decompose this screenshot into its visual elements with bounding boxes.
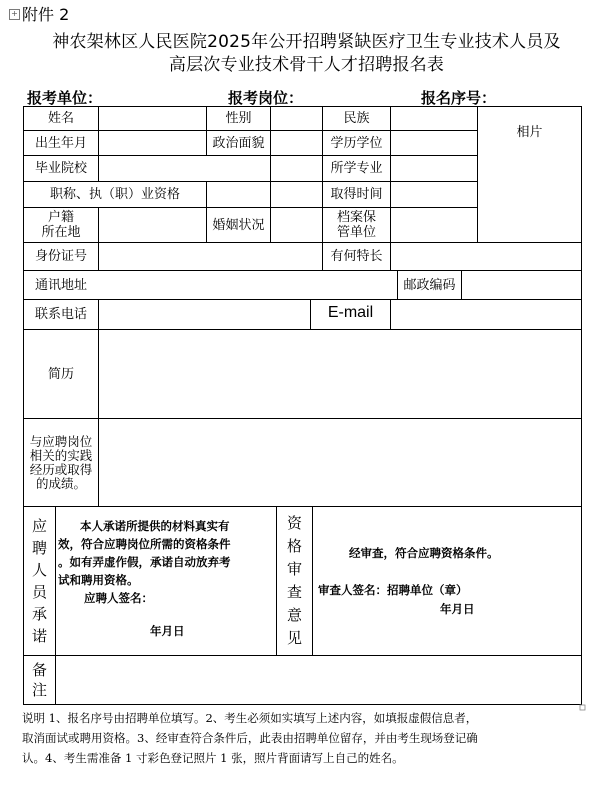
archive-field[interactable]: [391, 208, 477, 242]
school-label: 毕业院校: [34, 161, 87, 176]
registration-number-label: 报名序号：: [421, 89, 497, 107]
name-field[interactable]: [99, 107, 206, 130]
major-field[interactable]: [391, 156, 477, 181]
gender-label: 性别: [225, 111, 252, 126]
remark-label-char: 注: [31, 681, 47, 699]
promise-label: [24, 507, 55, 655]
promise-label-char: 人: [31, 561, 47, 579]
birth-field[interactable]: [99, 131, 206, 155]
review-label-char: 查: [286, 583, 302, 601]
qualification-field[interactable]: [207, 182, 322, 207]
promise-label-char: 聘: [31, 539, 47, 557]
promise-date: 年月日: [150, 624, 185, 638]
obtain-time-field[interactable]: [391, 182, 477, 207]
school-field[interactable]: [99, 156, 322, 181]
instructions-note: [22, 708, 590, 768]
review-label-char: 见: [286, 629, 302, 647]
review-label-char: 资: [286, 514, 302, 532]
review-label: [277, 507, 312, 655]
address-label: 通讯地址: [34, 277, 87, 293]
birth-label: 出生年月: [34, 135, 87, 151]
qualification-label: 职称、执（职）业资格: [49, 187, 180, 202]
email-field[interactable]: [391, 300, 581, 329]
practice-label-line2: 相关的实践: [29, 447, 93, 463]
ethnicity-field[interactable]: [391, 107, 477, 130]
remark-label-char: 备: [31, 661, 47, 679]
hukou-label: [24, 208, 98, 242]
review-date: 年月日: [440, 602, 475, 616]
promise-text-line2: 效，符合应聘岗位所需的资格条件: [58, 537, 231, 551]
review-label-char: 意: [286, 606, 302, 624]
note-line1: 说明 1、报名序号由招聘单位填写。2、考生必须如实填写上述内容，如填报虚假信息者，: [22, 711, 478, 725]
archive-label-line2: 管单位: [336, 225, 376, 240]
apply-post-label: 报考岗位：: [228, 89, 304, 107]
id-number-field[interactable]: [99, 243, 322, 270]
ethnicity-label: 民族: [343, 111, 370, 126]
practice-label-line4: 的成绩。: [35, 475, 86, 491]
form-title-line1: 神农架林区人民医院2025年公开招聘紧缺医疗卫生专业技术人员及: [52, 32, 561, 52]
archive-label-line1: 档案保: [336, 210, 376, 225]
gender-field[interactable]: [271, 107, 322, 130]
degree-field[interactable]: [391, 131, 477, 155]
postcode-label: 邮政编码: [403, 277, 456, 293]
hukou-field[interactable]: [99, 208, 206, 242]
photo-box[interactable]: 相片: [516, 125, 543, 140]
review-label-char: 格: [286, 537, 302, 555]
applicant-signature-label: 应聘人签名：: [84, 591, 153, 605]
archive-label: [323, 208, 390, 242]
form-title-line2: 高层次专业技术骨干人才招聘报名表: [168, 55, 445, 75]
note-line2: 取消面试或聘用资格。3、经审查符合条件后，此表由招聘单位留存，并由考生现场登记确: [22, 731, 478, 745]
practice-field[interactable]: [99, 419, 581, 506]
apply-unit-label: 报考单位：: [27, 89, 103, 107]
promise-label-char: 应: [31, 517, 47, 535]
note-line3: 认。4、考生需准备 1 寸彩色登记照片 1 张，照片背面请写上自己的姓名。: [22, 751, 404, 765]
promise-text-line4: 试和聘用资格。: [58, 573, 139, 587]
promise-text-line3: 。如有弄虚作假，承诺自动放弃考: [58, 555, 231, 569]
practice-label-line1: 与应聘岗位: [29, 433, 93, 449]
remark-field[interactable]: [56, 656, 581, 704]
obtain-time-label: 取得时间: [330, 187, 383, 202]
resume-field[interactable]: [99, 330, 581, 418]
hukou-label-line2: 所在地: [41, 225, 81, 240]
postcode-field[interactable]: [462, 271, 581, 299]
promise-label-char: 承: [31, 605, 47, 623]
phone-label: 联系电话: [34, 307, 87, 322]
promise-text-line1: 本人承诺所提供的材料真实有: [80, 519, 230, 533]
politics-field[interactable]: [271, 131, 322, 155]
marriage-field[interactable]: [271, 208, 322, 242]
resume-label: 简历: [47, 366, 74, 382]
email-label: E-mail: [327, 303, 374, 321]
remark-label: [24, 656, 55, 704]
politics-label: 政治面貌: [212, 135, 265, 151]
major-label: 所学专业: [330, 161, 383, 176]
review-result: 经审查，符合应聘资格条件。: [349, 546, 499, 560]
practice-label: [24, 419, 98, 506]
promise-statement: [58, 517, 274, 607]
practice-label-line3: 经历或取得: [29, 461, 93, 477]
specialty-field[interactable]: [391, 243, 581, 270]
review-label-char: 审: [286, 560, 302, 578]
marriage-label: 婚姻状况: [212, 217, 265, 233]
phone-field[interactable]: [99, 300, 310, 329]
specialty-label: 有何特长: [330, 249, 383, 264]
degree-label: 学历学位: [330, 135, 383, 151]
attachment-label: 附件 2: [22, 5, 70, 24]
table-anchor-icon[interactable]: +: [9, 9, 20, 20]
name-label: 姓名: [47, 111, 74, 126]
promise-label-char: 员: [31, 583, 47, 601]
reviewer-signature-label: 审查人签名：招聘单位（章）: [318, 583, 468, 597]
promise-label-char: 诺: [31, 627, 47, 645]
hukou-label-line1: 户籍: [47, 210, 74, 225]
address-field[interactable]: [99, 271, 397, 299]
id-number-label: 身份证号: [34, 249, 87, 264]
